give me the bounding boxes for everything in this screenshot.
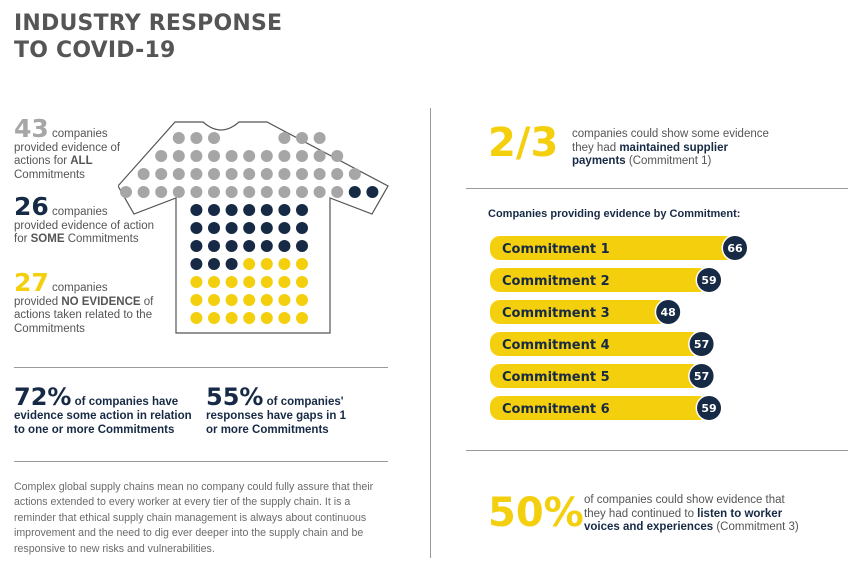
company-dot [314,150,326,162]
company-dot [226,168,238,180]
company-dot [261,186,273,198]
pct-stat-55 [206,383,356,437]
company-dot [278,204,290,216]
company-dot [208,222,220,234]
company-dot [208,312,220,324]
stat-number: 43 [14,114,49,143]
company-dot [296,132,308,144]
company-dot [208,258,220,270]
company-dot [190,240,202,252]
company-dot [190,186,202,198]
company-dot [296,240,308,252]
value-label-4: 57 [693,338,710,351]
company-dot [261,204,273,216]
company-dot [155,150,167,162]
company-dot [278,258,290,270]
pct-number: 72% [14,383,72,411]
pct-text: of companies have evidence some action in relation to one or more Commitments [14,396,192,436]
value-label-6: 59 [701,402,717,415]
company-dot [190,276,202,288]
fifty-percent-number: 50% [488,490,584,536]
company-dot [261,312,273,324]
company-dot [278,276,290,288]
stat-text: companies provided [14,282,108,308]
emphasis: maintained supplier payments [572,141,728,167]
company-dot [243,150,255,162]
value-label-2: 59 [701,274,717,287]
company-dot [173,186,185,198]
company-dot [296,276,308,288]
value-label-3: 48 [660,306,676,319]
company-dot [296,222,308,234]
company-dot [190,222,202,234]
bar-label-3: Commitment 3 [502,306,610,321]
company-dot [208,168,220,180]
divider [14,367,388,368]
company-dot [138,168,150,180]
chart-title: Companies providing evidence by Commitment: [488,208,741,220]
company-dot [243,258,255,270]
company-dot [296,258,308,270]
emphasis: listen to worker voices and experiences [584,507,783,533]
company-dot [226,186,238,198]
text: (Commitment 3) [713,521,799,533]
company-dot [226,312,238,324]
company-dot [208,276,220,288]
company-dot [226,294,238,306]
company-dot [296,168,308,180]
company-dot [243,276,255,288]
company-dot [190,204,202,216]
company-dot [155,168,167,180]
company-dot [314,186,326,198]
company-dot [243,294,255,306]
commitment-bar-chart [480,232,760,432]
company-dot [278,168,290,180]
pct-number: 55% [206,383,264,411]
company-dot [261,276,273,288]
company-dot [278,186,290,198]
company-dot [243,186,255,198]
bar-label-1: Commitment 1 [502,242,610,257]
company-dot [296,312,308,324]
title-line-1: INDUSTRY RESPONSE [14,11,283,36]
divider [14,461,388,462]
company-dot [190,132,202,144]
company-dot [208,240,220,252]
value-label-1: 66 [727,242,743,255]
stat-text: Commitments [64,233,139,245]
stat-text: Commitments [14,168,85,181]
company-dot [190,168,202,180]
value-label-5: 57 [693,370,710,383]
company-dot [243,222,255,234]
company-dot [173,150,185,162]
two-thirds-number: 2/3 [488,120,559,166]
company-dot [261,150,273,162]
company-dot [208,150,220,162]
text: of companies could show evidence that they had continued to [584,494,785,520]
company-dot [138,186,150,198]
company-dot [190,150,202,162]
page-title [14,10,314,64]
text: companies could show some evidence they had [572,128,769,154]
two-thirds-text [572,128,772,169]
bar-label-2: Commitment 2 [502,274,610,289]
company-dot [190,258,202,270]
company-dot [366,186,378,198]
stat-text: of actions taken related to the Commitments [14,295,154,335]
company-dot [349,168,361,180]
company-dot [190,294,202,306]
divider [466,188,848,189]
stat-number: 27 [14,268,49,297]
company-dot [261,258,273,270]
text: (Commitment 1) [625,155,712,167]
vertical-divider [430,108,431,558]
stat-text: companies provided evidence of actions for [14,128,121,167]
company-dot [296,150,308,162]
company-dot [261,240,273,252]
company-dot [261,222,273,234]
company-dot [261,168,273,180]
company-dot [243,168,255,180]
bar-label-6: Commitment 6 [502,402,610,417]
company-dot [226,240,238,252]
company-dot [226,222,238,234]
company-dot [296,294,308,306]
company-dot [208,186,220,198]
company-dot [331,168,343,180]
stat-number: 26 [14,192,49,221]
company-dot [243,240,255,252]
stat-emphasis: ALL [70,155,93,167]
bar-label-5: Commitment 5 [502,370,610,385]
bar-label-4: Commitment 4 [502,338,610,353]
company-dot [226,150,238,162]
company-dot [331,150,343,162]
company-dot [120,186,132,198]
fifty-percent-text [584,494,804,535]
company-dot [173,168,185,180]
company-dot [278,294,290,306]
company-dot [314,168,326,180]
company-dot [278,312,290,324]
company-dot [314,132,326,144]
stat-emphasis: NO EVIDENCE [61,295,141,308]
title-line-2: TO COVID-19 [14,38,176,63]
company-dot [226,204,238,216]
company-dot [296,204,308,216]
company-dot [155,186,167,198]
company-dot [349,186,361,198]
divider [466,450,848,451]
company-dot [278,150,290,162]
company-dot [278,222,290,234]
company-dot [208,294,220,306]
company-dot [331,186,343,198]
company-dot [208,204,220,216]
pct-text: of companies' responses have gaps in 1 or more Commitments [206,396,346,436]
company-dot [296,186,308,198]
company-dot [173,132,185,144]
stat-text: companies provided evidence of action for [14,206,155,245]
company-dot [278,240,290,252]
company-dot [278,132,290,144]
pct-stat-72 [14,383,194,437]
stat-emphasis: SOME [30,233,65,245]
company-dot [243,312,255,324]
company-dot [226,258,238,270]
tshirt-dot-chart-icon [118,118,393,338]
body-paragraph: Complex global supply chains mean no company could fully assure that their actions extended to every worker at every tier of the supply chain. It is a reminder that ethical supply chain management is always about continuous improvement and the need to dig ever deeper into the supply chain and be responsive to new risks and vulnerabilities. [14,481,374,555]
company-dot [190,312,202,324]
company-dot [243,204,255,216]
company-dot [226,276,238,288]
company-dot [261,294,273,306]
company-dot [208,132,220,144]
